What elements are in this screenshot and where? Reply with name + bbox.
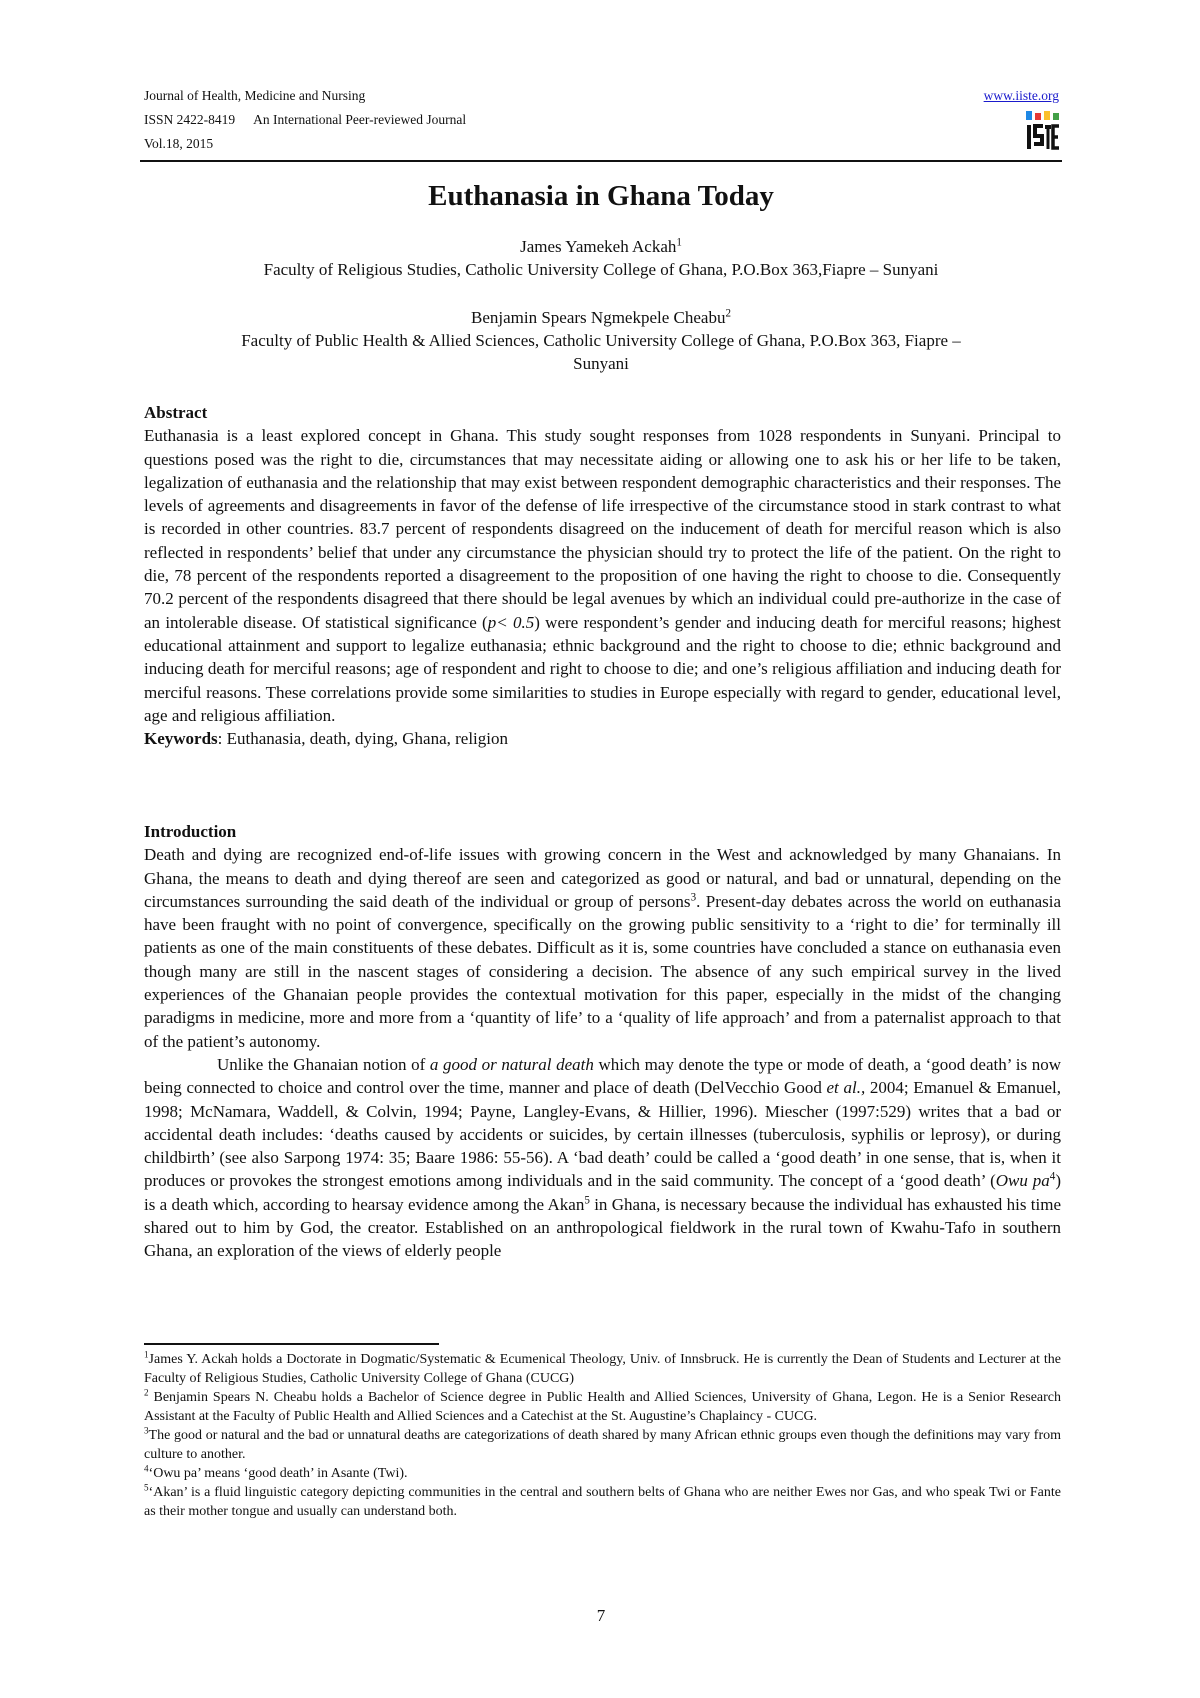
author-2-affiliation-line1: Faculty of Public Health & Allied Sciences, Catholic University College of Ghana, P.O.Box 363, Fiapre – (241, 331, 961, 350)
issn: ISSN 2422-8419 (144, 112, 236, 127)
footnote-2-text: Benjamin Spears N. Cheabu holds a Bachelor of Science degree in Public Health and Allied Sciences, University of Ghana, Legon. He is a Senior Research Assistant at the Faculty of Public Health and Allied Sciences and a Catechist at the St. Augustine’s Chaplaincy - CUCG. (144, 1390, 1061, 1424)
introduction-heading: Introduction (144, 822, 237, 841)
footnote-ref-3[interactable]: 3 (690, 891, 697, 904)
author-2-affiliation-line2: Sunyani (573, 354, 629, 373)
intro-p1-part-b: . Present-day debates across the world on euthanasia have been fraught with no point of convergence, specifically on the growing public sensitivity to a ‘right to die’ for terminally ill patients as one of the main constituents of these debates. Difficult as it is, some countries have concluded a stance on euthanasia even though many are still in the nascent stages of considering a decision. The absence of any such empirical survey in the lived experiences of the Ghanaian people provides the contextual motivation for this paper, especially in the midst of the changing paradigms in medicine, more and more from a ‘quantity of life’ to a ‘quality of life approach’ and from a paternalist approach to that of the patient’s autonomy. (144, 891, 1061, 1051)
author-1-name: James Yamekeh Ackah (520, 237, 677, 256)
header-rule (140, 160, 1062, 162)
footnote-2-mark: 2 (144, 1387, 149, 1398)
author-1-mark: 1 (676, 236, 682, 249)
abstract-text (144, 424, 1061, 727)
abstract-heading: Abstract (144, 403, 208, 422)
footnote-5 (144, 1483, 1061, 1521)
intro-p2-italic-good-death: a good or natural death (429, 1054, 594, 1074)
intro-p2-part-e: in Ghana, is necessary because the individual has exhausted his time shared out to him by God, the creator. Established on an anthropological fieldwork in the rural town of Kwahu-Tafo in southern Ghana, an exploration of the views of elderly people (144, 1194, 1061, 1261)
logo-letter-i (1027, 125, 1031, 149)
website-link[interactable]: www.iiste.org (983, 88, 1059, 103)
keywords-list: : Euthanasia, death, dying, Ghana, religion (217, 729, 509, 749)
volume: Vol.18, 2015 (144, 136, 214, 151)
intro-p2-part-c: 2004; Emanuel & Emanuel, 1998; McNamara, Waddell, & Colvin, 1994; Payne, Langley-Evans, & Hillier, 1996). Miescher (1997:529) writes that a bad or accidental death includes: ‘deaths caused by accidents or suicides, by certain illnesses (tuberculosis, syphilis or leprosy), or during childbirth’ (see also Sarpong 1974: 35; Baare 1986: 55-56). A ‘bad death’ could be called a ‘good death’ in one sense, that is, when it produces or provokes the strongest emotions among individuals and in the said community. The concept of a ‘good death’ ( (144, 1078, 1061, 1191)
intro-p2-italic-et-al: et al., (826, 1078, 866, 1098)
intro-p2-part-b: which may denote the type or mode of death, a ‘good death’ is now being connected to choice and control over the time, manner and place of death (DelVecchio Good (144, 1054, 1061, 1098)
running-header (144, 84, 466, 156)
footnote-4-mark: 4 (144, 1463, 149, 1474)
keywords (144, 727, 1061, 750)
logo-letter-s (1034, 126, 1043, 144)
page-number: 7 (596, 1606, 606, 1625)
paper-title: Euthanasia in Ghana Today (428, 180, 774, 212)
abstract-text-part-a: Euthanasia is a least explored concept in Ghana. This study sought responses from 1028 respondents in Sunyani. Principal to questions posed was the right to die, circumstances that may necessitate aiding or allowing one to ask his or her life to be taken, legalization of euthanasia and the relationship that may exist between respondent demographic characteristics and their responses. The levels of agreements and disagreements in favor of the defense of life irrespective of the circumstance stood in stark contrast to what is recorded in other countries. 83.7 percent of respondents disagreed on the inducement of death for merciful reason which is also reflected in respondents’ belief that under any circumstance the physician should try to protect the life of the patient. On the right to die, 78 percent of the respondents reported a disagreement to the proposition of one having the right to choose to die. Consequently 70.2 percent of the respondents disagreed that there should be legal avenues by which an individual could pre-authorize in the case of an intolerable disease. Of statistical significance ( (144, 426, 1061, 632)
issn-line (144, 108, 466, 132)
abstract-section (144, 401, 1061, 750)
footnote-4 (144, 1464, 1061, 1483)
abstract-text-part-b: ) were respondent’s gender and inducing death for merciful reasons; highest educational attainment and support to legalize euthanasia; ethnic background and the right to choose to die; ethnic background and inducing death for merciful reasons; age of respondent and right to choose to die; and one’s religious affiliation and inducing death for merciful reasons. These correlations provide some similarities to studies in Europe especially with regard to gender, educational level, age and religious affiliation. (144, 612, 1061, 725)
abstract-p-value: p< 0.5 (487, 612, 535, 632)
author-2-mark: 2 (725, 307, 731, 320)
footnote-ref-4[interactable]: 4 (1049, 1170, 1056, 1183)
introduction-paragraph-1 (144, 843, 1061, 1053)
logo-letter-e (1053, 126, 1059, 148)
journal-name: Journal of Health, Medicine and Nursing (144, 88, 366, 103)
footnote-5-text: ‘Akan’ is a fluid linguistic category depicting communities in the central and southern belts of Ghana who are neither Ewes nor Gas, and who speak Twi or Fante as their mother tongue and usually can understand both. (144, 1485, 1061, 1519)
author-2-name: Benjamin Spears Ngmekpele Cheabu (471, 308, 726, 327)
logo-bar-blue (1026, 111, 1032, 120)
footnote-1-text: James Y. Ackah holds a Doctorate in Dogmatic/Systematic & Ecumenical Theology, Univ. of Innsbruck. He is currently the Dean of Students and Lecturer at the Faculty of Religious Studies, Catholic University College of Ghana (CUCG) (144, 1352, 1061, 1386)
author-1-affiliation: Faculty of Religious Studies, Catholic University College of Ghana, P.O.Box 363,Fiapre – Sunyani (263, 260, 939, 279)
logo-bar-yellow (1044, 111, 1050, 120)
intro-p2-italic-owu-pa: Owu pa (995, 1171, 1050, 1191)
author-2 (140, 306, 1062, 329)
introduction-paragraph-2 (144, 1053, 1061, 1263)
footnote-1 (144, 1350, 1061, 1388)
footnotes (144, 1350, 1061, 1521)
footnote-ref-5[interactable]: 5 (584, 1194, 590, 1207)
footnote-5-mark: 5 (144, 1482, 149, 1493)
iiste-logo (1024, 109, 1060, 153)
logo-bar-green (1053, 113, 1059, 120)
intro-p2-part-a: Unlike the Ghanaian notion of (217, 1054, 430, 1074)
footnote-2 (144, 1388, 1061, 1426)
intro-p2-part-d: ) is a death which, according to hearsay evidence among the Akan (144, 1171, 1061, 1214)
footnote-3-text: The good or natural and the bad or unnatural deaths are categorizations of death shared by many African ethnic groups even though the definitions may vary from culture to another. (144, 1428, 1061, 1462)
footnote-4-text: ‘Owu pa’ means ‘good death’ in Asante (Twi). (148, 1466, 408, 1481)
footnote-3 (144, 1426, 1061, 1464)
footnote-1-mark: 1 (144, 1349, 149, 1360)
introduction-section (144, 820, 1061, 1263)
footnote-rule (144, 1343, 439, 1345)
keywords-label: Keywords (144, 729, 218, 749)
author-1 (140, 235, 1062, 258)
logo-letter-t-stem (1047, 125, 1050, 149)
intro-p1-part-a: Death and dying are recognized end-of-life issues with growing concern in the West and acknowledged by many Ghanaians. In Ghana, the means to death and dying thereof are seen and categorized as good or natural, and bad or unnatural, depending on the circumstances surrounding the said death of the individual or group of persons (144, 845, 1061, 911)
footnote-3-mark: 3 (144, 1425, 149, 1436)
logo-bar-red (1035, 113, 1041, 120)
journal-tagline: An International Peer-reviewed Journal (253, 112, 467, 127)
